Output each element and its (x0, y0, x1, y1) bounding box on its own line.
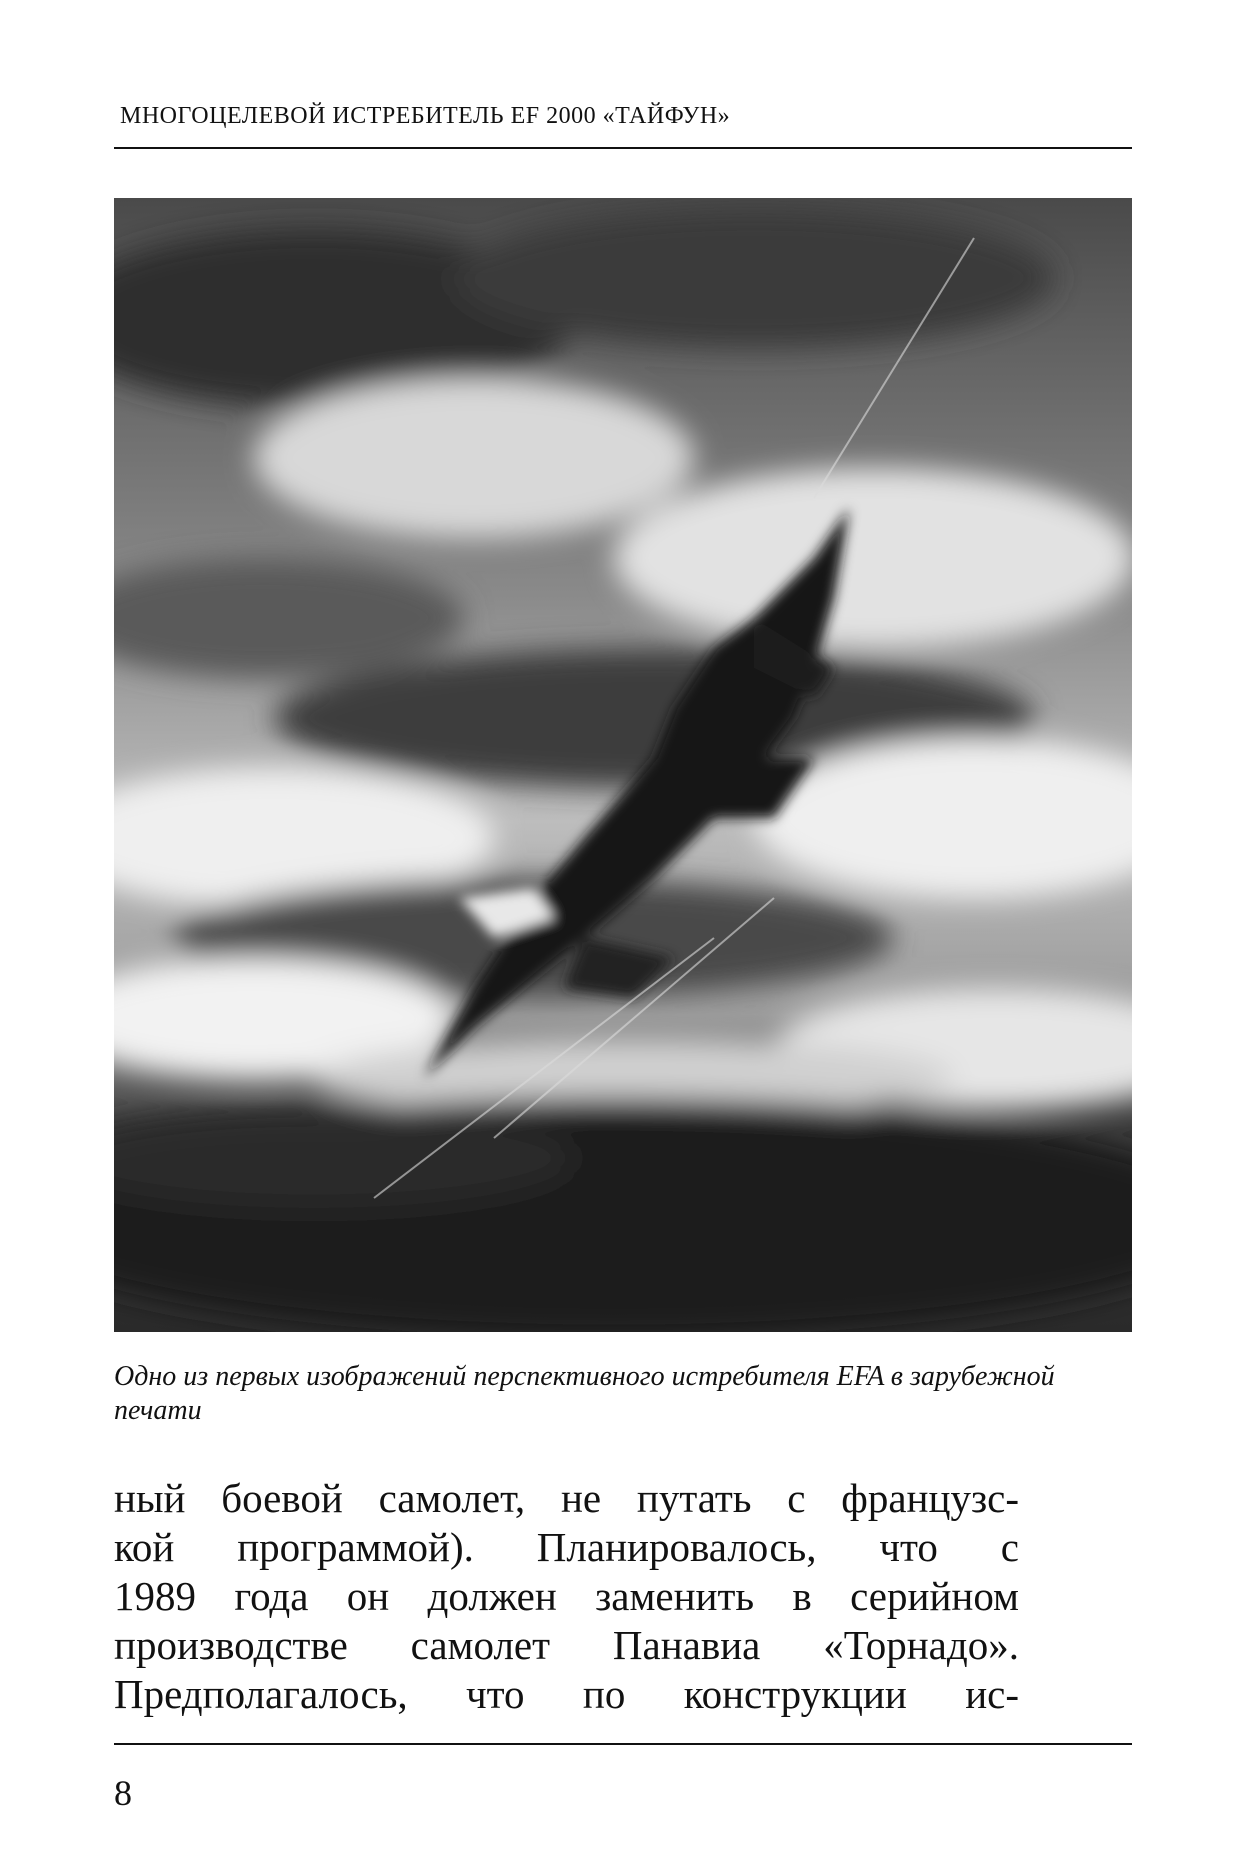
body-line: Предполагалось, что по конструкции ис- (114, 1671, 1019, 1717)
body-line: 1989 года он должен заменить в серийном (114, 1573, 1019, 1619)
figure-caption: Одно из первых изображений перспективного истребителя EFA в зарубежной печати (114, 1361, 1055, 1426)
body-paragraph (114, 1474, 1019, 1719)
body-line: ный боевой самолет, не путать с французс- (114, 1475, 1019, 1521)
running-head: МНОГОЦЕЛЕВОЙ ИСТРЕБИТЕЛЬ EF 2000 «ТАЙФУН» (120, 103, 731, 129)
footer-rule (114, 1743, 1132, 1745)
header-rule (114, 147, 1132, 149)
body-line: производстве самолет Панавиа «Торнадо». (114, 1622, 1019, 1668)
page-number: 8 (114, 1773, 132, 1813)
photo-illustration (114, 198, 1132, 1332)
body-line: кой программой). Планировалось, что с (114, 1524, 1019, 1570)
aircraft-photo (114, 198, 1132, 1332)
